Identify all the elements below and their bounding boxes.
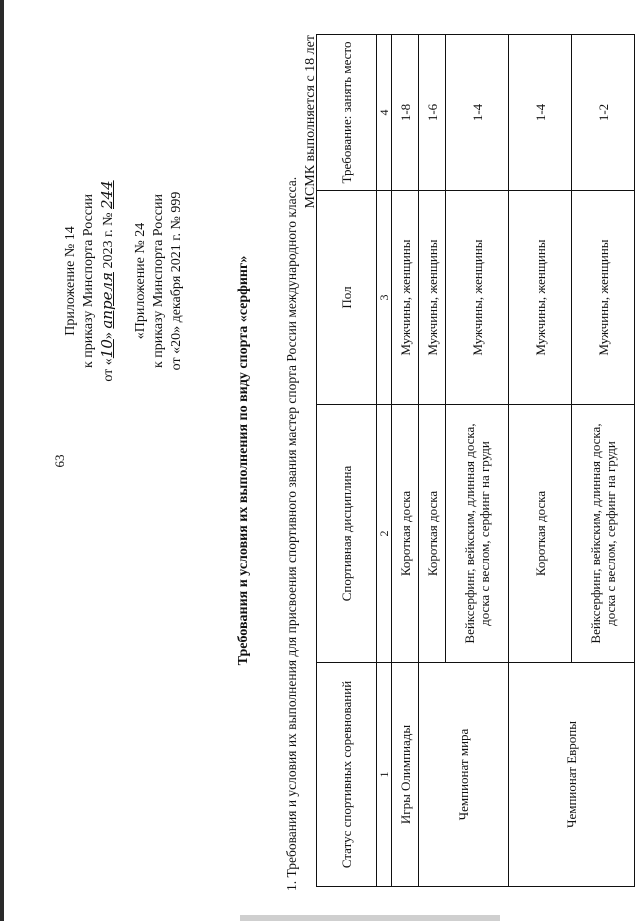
appendix-current-order: к приказу Минспорта России [81, 194, 96, 368]
header-cell: Требование: занять место [317, 35, 377, 191]
column-number: 2 [377, 405, 392, 663]
column-number: 3 [377, 191, 392, 405]
table-row [509, 35, 572, 887]
column-number: 1 [377, 663, 392, 887]
header-cell: Спортивная дисциплина [317, 405, 377, 663]
header-cell: Статус спортивных соревнований [317, 663, 377, 887]
status-cell: Чемпионат Европы [509, 663, 635, 887]
sex-cell: Мужчины, женщины [419, 191, 446, 405]
discipline-cell: Вейксерфинг, вейкским, длинная доска, доска с веслом, серфинг на груди [572, 405, 635, 663]
place-cell: 1-4 [509, 35, 572, 191]
appendix-current [62, 131, 118, 431]
table-header-row [317, 35, 377, 887]
place-cell: 1-4 [446, 35, 509, 191]
handwritten-number: 244 [98, 180, 116, 209]
sex-cell: Мужчины, женщины [446, 191, 509, 405]
appendix-previous [132, 131, 186, 431]
appendix-previous-title: «Приложение № 24 [133, 222, 148, 340]
column-number: 4 [377, 35, 392, 191]
appendix-previous-order: к приказу Минспорта России [151, 194, 166, 368]
place-cell: 1-2 [572, 35, 635, 191]
appendix-current-date: от «10» апреля 2023 г. № 244 [98, 180, 116, 382]
sex-cell: Мужчины, женщины [392, 191, 419, 405]
table-note: МСМК выполняется с 18 лет [303, 35, 318, 209]
page-number: 63 [52, 454, 67, 468]
appendix-current-title: Приложение № 14 [63, 226, 78, 336]
header-cell: Пол [317, 191, 377, 405]
document-title: Требования и условия их выполнения по виду спорта «серфинг» [236, 255, 251, 666]
section-title: 1. Требования и условия их выполнения для присвоения спортивного звания мастер спорта России международного класса. [284, 176, 299, 891]
status-cell: Чемпионат мира [419, 663, 509, 887]
handwritten-month: апреля [98, 272, 116, 329]
place-cell: 1-6 [419, 35, 446, 191]
sex-cell: Мужчины, женщины [509, 191, 572, 405]
table-row [392, 35, 419, 887]
place-cell: 1-8 [392, 35, 419, 191]
sex-cell: Мужчины, женщины [572, 191, 635, 405]
column-number-row [377, 35, 392, 887]
handwritten-day: 10 [98, 339, 116, 359]
requirements-table [316, 34, 635, 887]
discipline-cell: Короткая доска [392, 405, 419, 663]
table-row [419, 35, 446, 887]
discipline-cell: Короткая доска [509, 405, 572, 663]
discipline-cell: Вейксерфинг, вейкским, длинная доска, доска с веслом, серфинг на груди [446, 405, 509, 663]
appendix-previous-date: от «20» декабря 2021 г. № 999 [169, 191, 184, 371]
status-cell: Игры Олимпиады [392, 663, 419, 887]
discipline-cell: Короткая доска [419, 405, 446, 663]
